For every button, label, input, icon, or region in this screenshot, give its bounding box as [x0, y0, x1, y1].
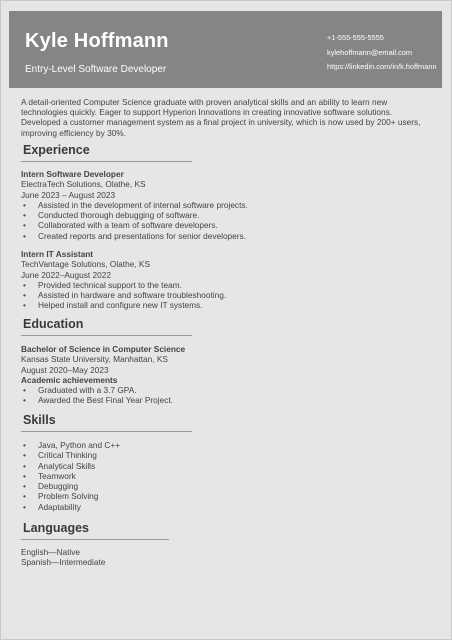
list-item: • Helped install and configure new IT systems.	[21, 300, 226, 310]
education-entry	[21, 344, 185, 406]
list-item: • Graduated with a 3.7 GPA.	[21, 385, 185, 395]
school: Kansas State University, Manhattan, KS	[21, 354, 168, 365]
list-item: • Critical Thinking	[21, 450, 120, 460]
language-item: Spanish—Intermediate	[21, 557, 106, 568]
language-item: English—Native	[21, 547, 81, 557]
list-item: • Teamwork	[21, 471, 120, 481]
list-item: • Problem Solving	[21, 491, 120, 501]
candidate-role: Entry-Level Software Developer	[25, 64, 167, 75]
job-entry	[21, 249, 226, 311]
linkedin-link[interactable]: https://linkedin.com/in/k.hoffmann	[327, 62, 437, 71]
job-dates: June 2023 – August 2023	[21, 189, 116, 200]
list-item: • Assisted in hardware and software troubleshooting.	[21, 290, 226, 300]
candidate-name: Kyle Hoffmann	[25, 30, 169, 52]
list-item: • Analytical Skills	[21, 461, 120, 471]
education-dates: August 2020–May 2023	[21, 364, 109, 375]
section-divider	[21, 161, 192, 162]
job-bullets	[21, 200, 248, 241]
job-dates: June 2022–August 2022	[21, 269, 111, 280]
list-item: • Conducted thorough debugging of software.	[21, 210, 248, 220]
list-item: • Assisted in the development of internal software projects.	[21, 200, 248, 210]
section-title-experience: Experience	[23, 143, 90, 157]
job-bullets	[21, 280, 226, 311]
list-item: • Java, Python and C++	[21, 440, 120, 450]
section-title-education: Education	[23, 317, 84, 331]
job-company: TechVantage Solutions, Olathe, KS	[21, 259, 150, 270]
summary-paragraph: A detail-oriented Computer Science graduate with proven analytical skills and an ability to learn new technologies quickly. Eager to support Hyperion Innovations in creating innovative software solutions. Developed a customer management system as a final project in university, which is now used by 200+ users, improving efficiency by 30%.	[21, 97, 421, 138]
list-item: • Collaborated with a team of software developers.	[21, 220, 248, 230]
list-item: • Awarded the Best Final Year Project.	[21, 395, 185, 405]
phone-number: +1-555-555-5555	[327, 33, 384, 42]
languages-list	[21, 547, 105, 568]
list-item: • Adaptability	[21, 502, 120, 512]
list-item: • Created reports and presentations for senior developers.	[21, 231, 248, 241]
degree: Bachelor of Science in Computer Science	[21, 344, 186, 354]
section-title-skills: Skills	[23, 413, 56, 427]
job-position: Intern Software Developer	[21, 169, 124, 179]
skills-items	[21, 440, 120, 512]
skills-list	[21, 440, 120, 512]
job-entry	[21, 169, 248, 241]
section-divider	[21, 539, 169, 540]
job-position: Intern IT Assistant	[21, 249, 94, 259]
achievements-list	[21, 385, 185, 406]
section-divider	[21, 431, 192, 432]
list-item: • Provided technical support to the team.	[21, 280, 226, 290]
section-title-languages: Languages	[23, 521, 89, 535]
list-item: • Debugging	[21, 481, 120, 491]
job-company: ElectraTech Solutions, Olathe, KS	[21, 179, 146, 190]
achievements-label: Academic achievements	[21, 374, 118, 385]
resume-header	[9, 11, 442, 88]
section-divider	[21, 335, 192, 336]
email-address: kylehoffmann@email.com	[327, 48, 413, 57]
